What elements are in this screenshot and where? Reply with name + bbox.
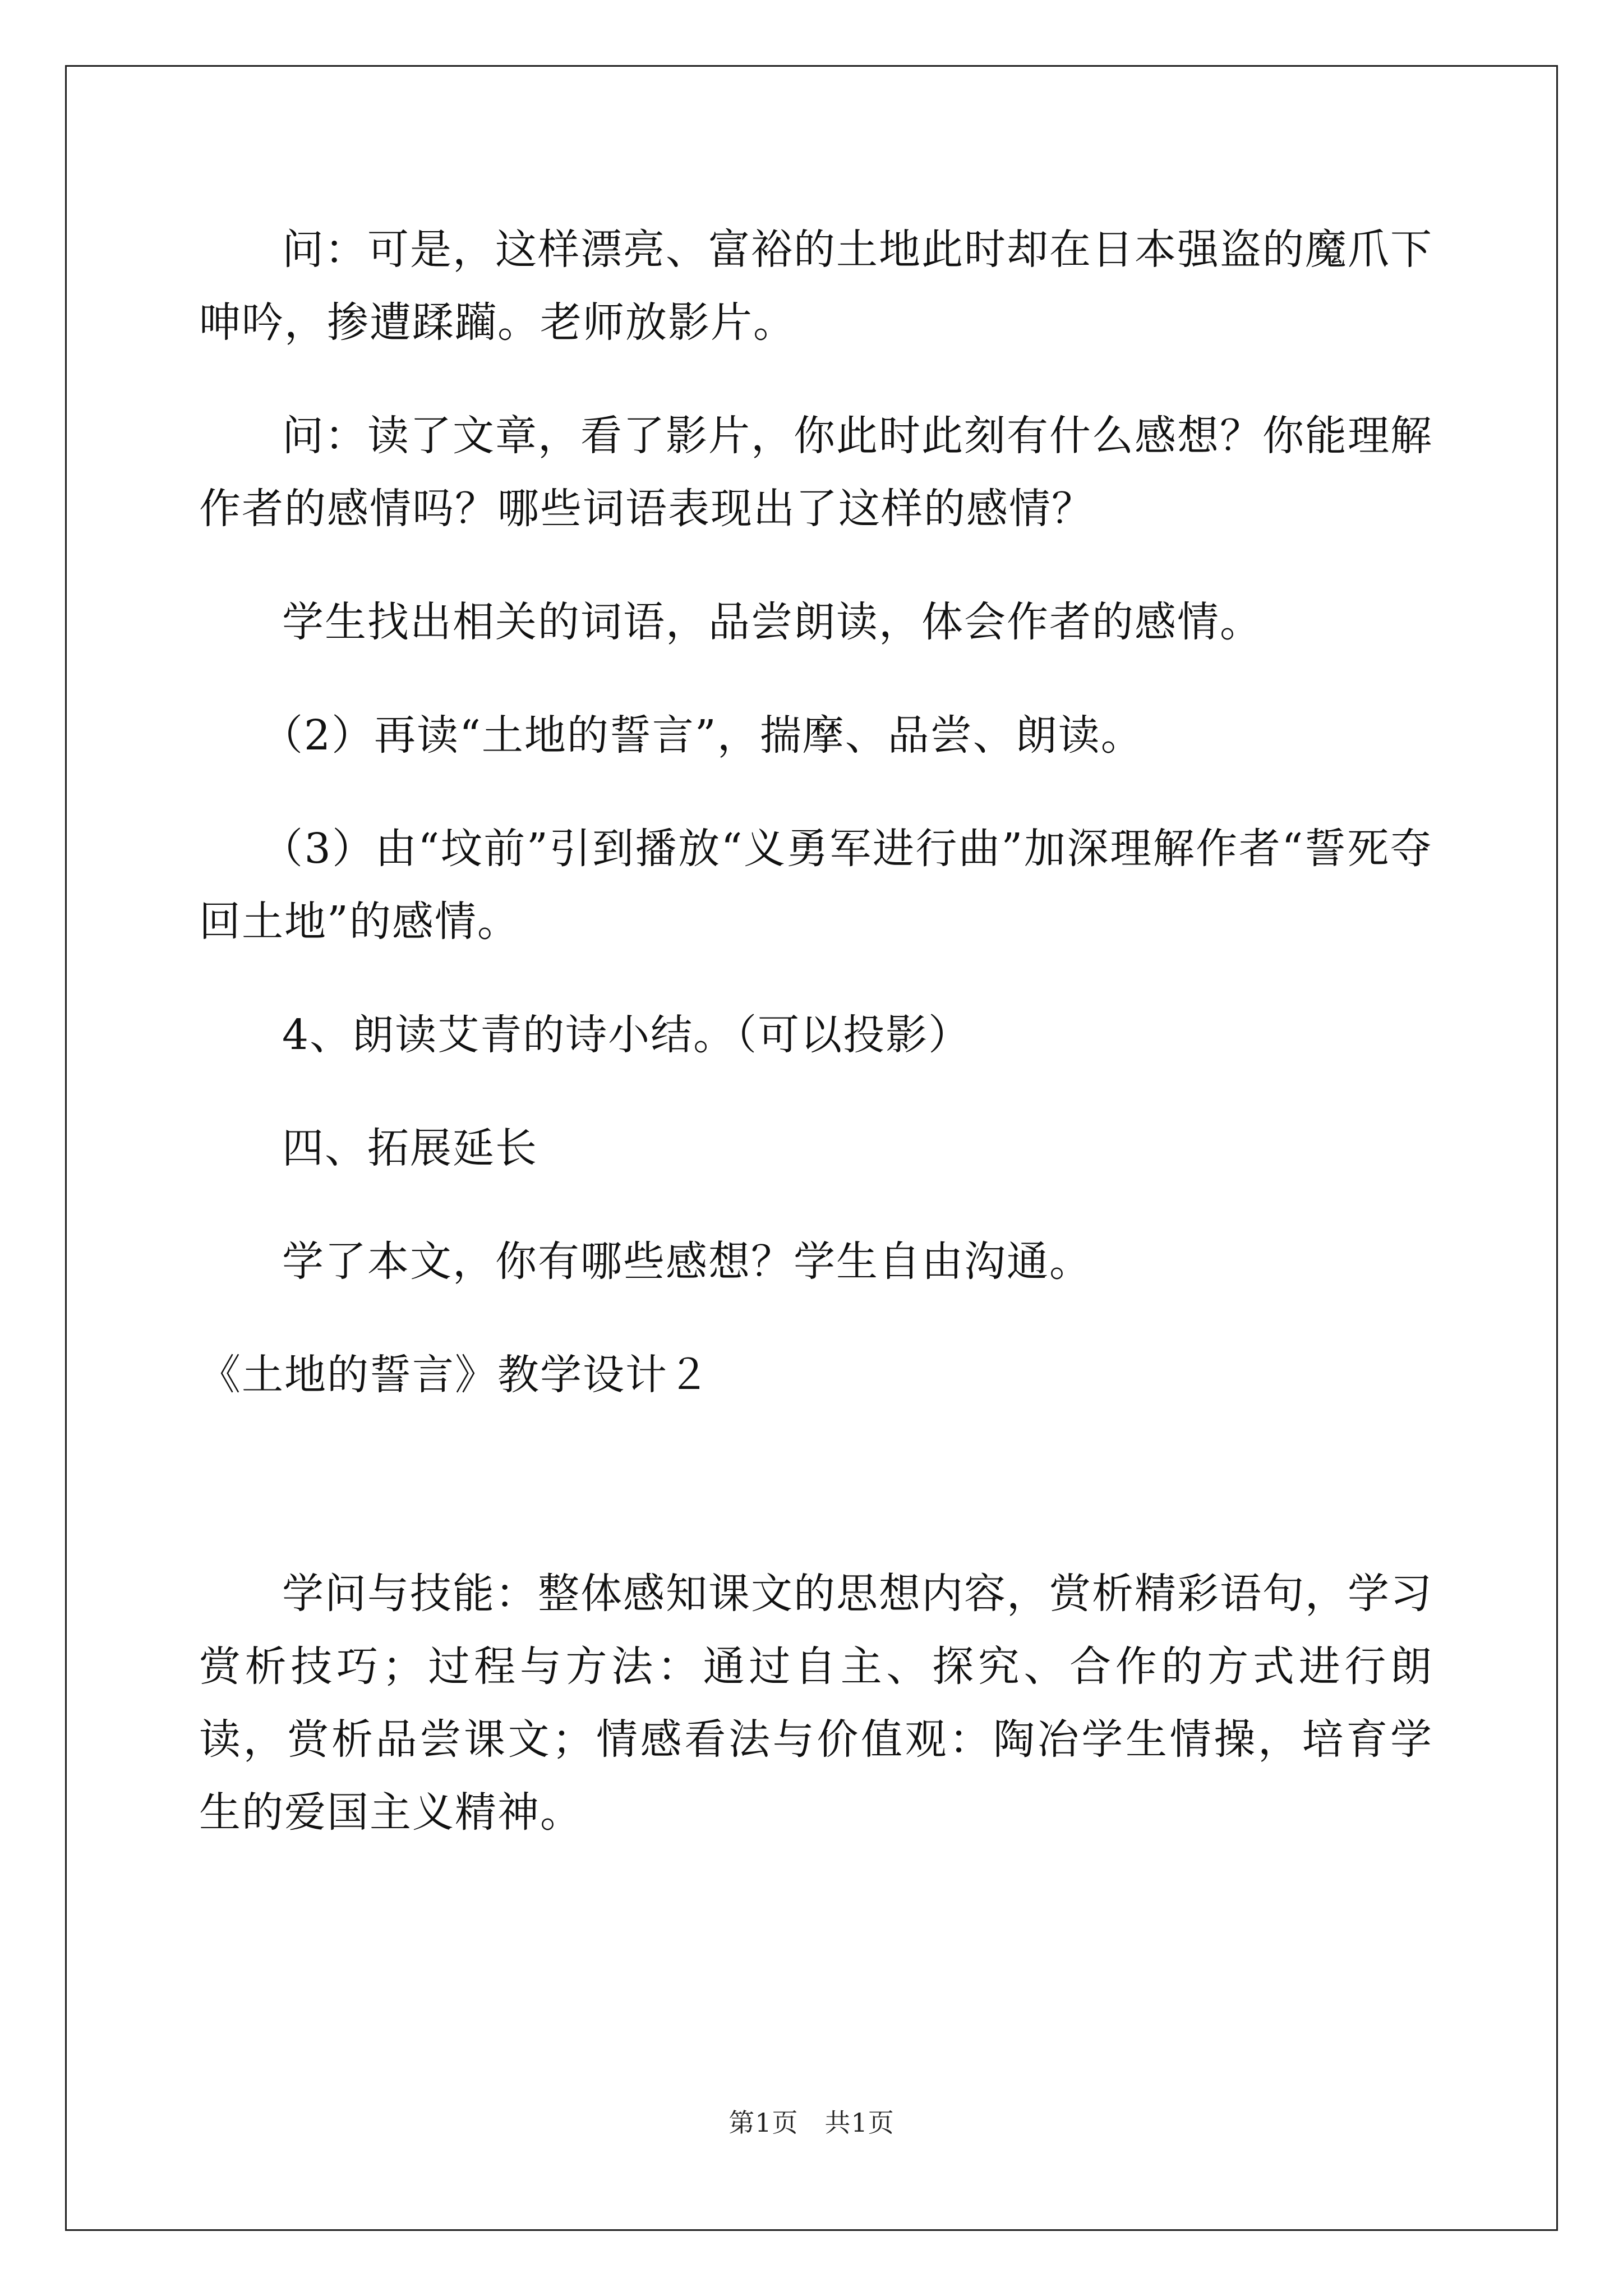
- paragraph-objectives: 学问与技能：整体感知课文的思想内容，赏析精彩语句，学习赏析技巧；过程与方法：通过自主、探究、合作的方式进行朗读，赏析品尝课文；情感看法与价值观：陶冶学生情操，培育学生的爱国主义精神。: [199, 1570, 1433, 1837]
- paragraph-student-activity: 学生找出相关的词语，品尝朗读，体会作者的感情。: [282, 598, 1262, 646]
- paragraph-step-3: （3）由“坟前”引到播放“义勇军进行曲”加深理解作者“誓死夺回土地”的感情。: [199, 825, 1433, 946]
- paragraph-extension-question: 学了本文，你有哪些感想？学生自由沟通。: [282, 1237, 1092, 1286]
- section-title: 《土地的誓言》教学设计２: [199, 1351, 711, 1399]
- paragraph-step-4: 4、朗读艾青的诗小结。（可以投影）: [282, 1011, 971, 1059]
- document-body: [199, 213, 1433, 1849]
- paragraph-question-feelings: 问：读了文章，看了影片，你此时此刻有什么感想？你能理解作者的感情吗？哪些词语表现出了这样的感情？: [199, 412, 1433, 533]
- paragraph-question-land: 问：可是，这样漂亮、富裕的土地此时却在日本强盗的魔爪下呻吟，掺遭蹂躏。老师放影片。: [199, 226, 1433, 347]
- paragraph-step-2: （2）再读“土地的誓言”，揣摩、品尝、朗读。: [261, 711, 1144, 760]
- page-footer: 第1页 共1页: [728, 2108, 895, 2138]
- paragraph-extension-heading: 四、拓展延长: [282, 1124, 538, 1172]
